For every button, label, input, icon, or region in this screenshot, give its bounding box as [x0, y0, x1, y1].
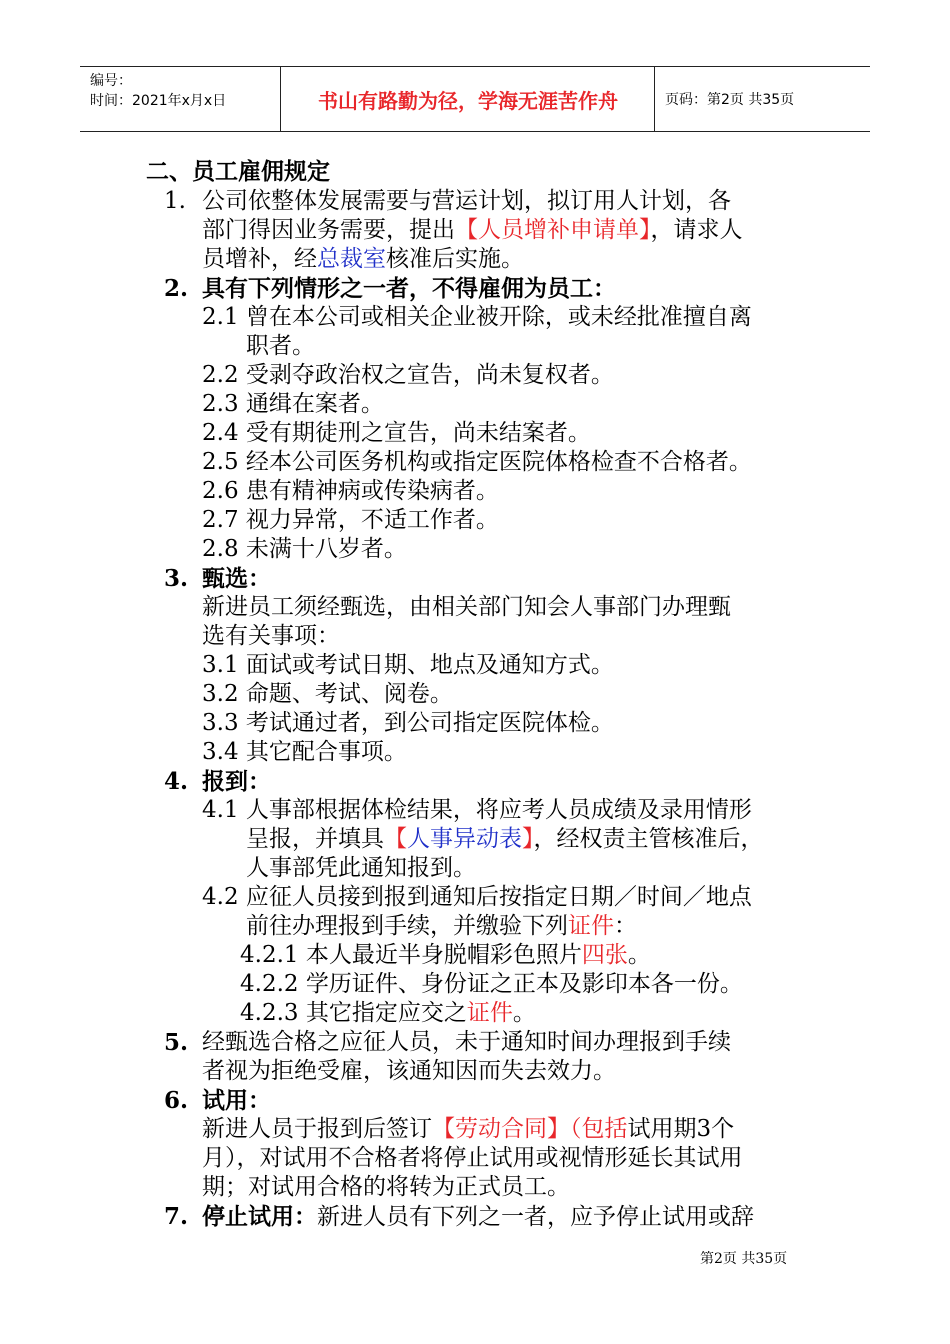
item-number: 1. — [164, 188, 186, 214]
item-text: 经甄选合格之应征人员，未于通知时间办理报到手续 — [202, 1029, 731, 1055]
section-title: 二、员工雇佣规定 — [146, 158, 330, 185]
form-reference: 【人员增补申请单】 — [455, 217, 651, 243]
item-text: 选有关事项： — [202, 623, 340, 649]
sub-item: 3.1 面试或考试日期、地点及通知方式。 — [202, 652, 614, 678]
item-text: 部门得因业务需要，提出【人员增补申请单】，请求人 — [202, 217, 743, 243]
document-reference: 证件 — [466, 1000, 513, 1026]
quantity-highlight: 四张 — [581, 942, 628, 968]
sub-item: 职者。 — [246, 333, 315, 359]
form-reference: 人事异动表 — [407, 826, 522, 852]
sub-item: 4.2 应征人员接到报到通知后按指定日期／时间／地点 — [202, 884, 752, 910]
document-date: 时间：2021年x月x日 — [90, 93, 227, 109]
item-text: 新进员工须经甄选，由相关部门知会人事部门办理甄 — [202, 594, 731, 620]
sub-item: 人事部凭此通知报到。 — [246, 855, 476, 881]
header-motto: 书山有路勤为径，学海无涯苦作舟 — [318, 88, 618, 113]
sub-item: 2.7 视力异常，不适工作者。 — [202, 507, 499, 533]
item-text: 新进人员于报到后签订【劳动合同】（包括试用期3个 — [202, 1116, 735, 1142]
item-number: 5. — [164, 1029, 189, 1056]
sub-item: 3.2 命题、考试、阅卷。 — [202, 681, 453, 707]
sub-item: 2.8 未满十八岁者。 — [202, 536, 407, 562]
sub-item: 3.4 其它配合事项。 — [202, 739, 407, 765]
item-heading: 试用： — [202, 1087, 271, 1114]
contract-reference: 【劳动合同】（包括 — [432, 1116, 628, 1142]
item-text: 月），对试用不合格者将停止试用或视情形延长其试用 — [202, 1145, 743, 1171]
sub-item: 呈报，并填具【人事异动表】，经权责主管核准后， — [246, 826, 764, 852]
sub-item: 前往办理报到手续，并缴验下列证件： — [246, 913, 637, 939]
sub-sub-item: 4.2.2 学历证件、身份证之正本及影印本各一份。 — [240, 971, 743, 997]
document-reference: 证件 — [568, 913, 614, 939]
sub-item: 2.3 通缉在案者。 — [202, 391, 384, 417]
header-page-info: 页码：第2页 共35页 — [665, 92, 795, 108]
department-reference: 总裁室 — [317, 246, 386, 272]
item-text: 公司依整体发展需要与营运计划，拟订用人计划，各 — [202, 188, 731, 214]
form-reference-bracket: 【 — [384, 826, 407, 852]
item-heading: 具有下列情形之一者，不得雇佣为员工： — [202, 275, 616, 302]
sub-sub-item: 4.2.1 本人最近半身脱帽彩色照片四张。 — [240, 942, 651, 968]
item-text: 员增补，经总裁室核准后实施。 — [202, 246, 524, 272]
sub-item: 2.4 受有期徒刑之宣告，尚未结案者。 — [202, 420, 591, 446]
item-number: 4. — [164, 768, 189, 795]
sub-item: 4.1 人事部根据体检结果，将应考人员成绩及录用情形 — [202, 797, 752, 823]
item-heading: 报到： — [202, 768, 271, 795]
item-text: 者视为拒绝受雇，该通知因而失去效力。 — [202, 1058, 616, 1084]
page-footer: 第2页 共35页 — [700, 1251, 788, 1267]
document-number: 编号： — [90, 73, 132, 89]
item-heading: 停止试用： — [202, 1203, 317, 1230]
item-number: 2. — [164, 275, 189, 302]
item-text: 停止试用：新进人员有下列之一者，应予停止试用或辞 — [202, 1203, 754, 1230]
item-number: 7. — [164, 1203, 189, 1230]
sub-sub-item: 4.2.3 其它指定应交之证件。 — [240, 1000, 536, 1026]
sub-item: 2.1 曾在本公司或相关企业被开除，或未经批准擅自离 — [202, 304, 752, 330]
sub-item: 2.5 经本公司医务机构或指定医院体格检查不合格者。 — [202, 449, 752, 475]
sub-item: 2.6 患有精神病或传染病者。 — [202, 478, 499, 504]
item-text: 期；对试用合格的将转为正式员工。 — [202, 1174, 570, 1200]
sub-item: 2.2 受剥夺政治权之宣告，尚未复权者。 — [202, 362, 614, 388]
sub-item: 3.3 考试通过者，到公司指定医院体检。 — [202, 710, 614, 736]
item-number: 6. — [164, 1087, 189, 1114]
item-heading: 甄选： — [202, 565, 271, 592]
item-number: 3. — [164, 565, 189, 592]
